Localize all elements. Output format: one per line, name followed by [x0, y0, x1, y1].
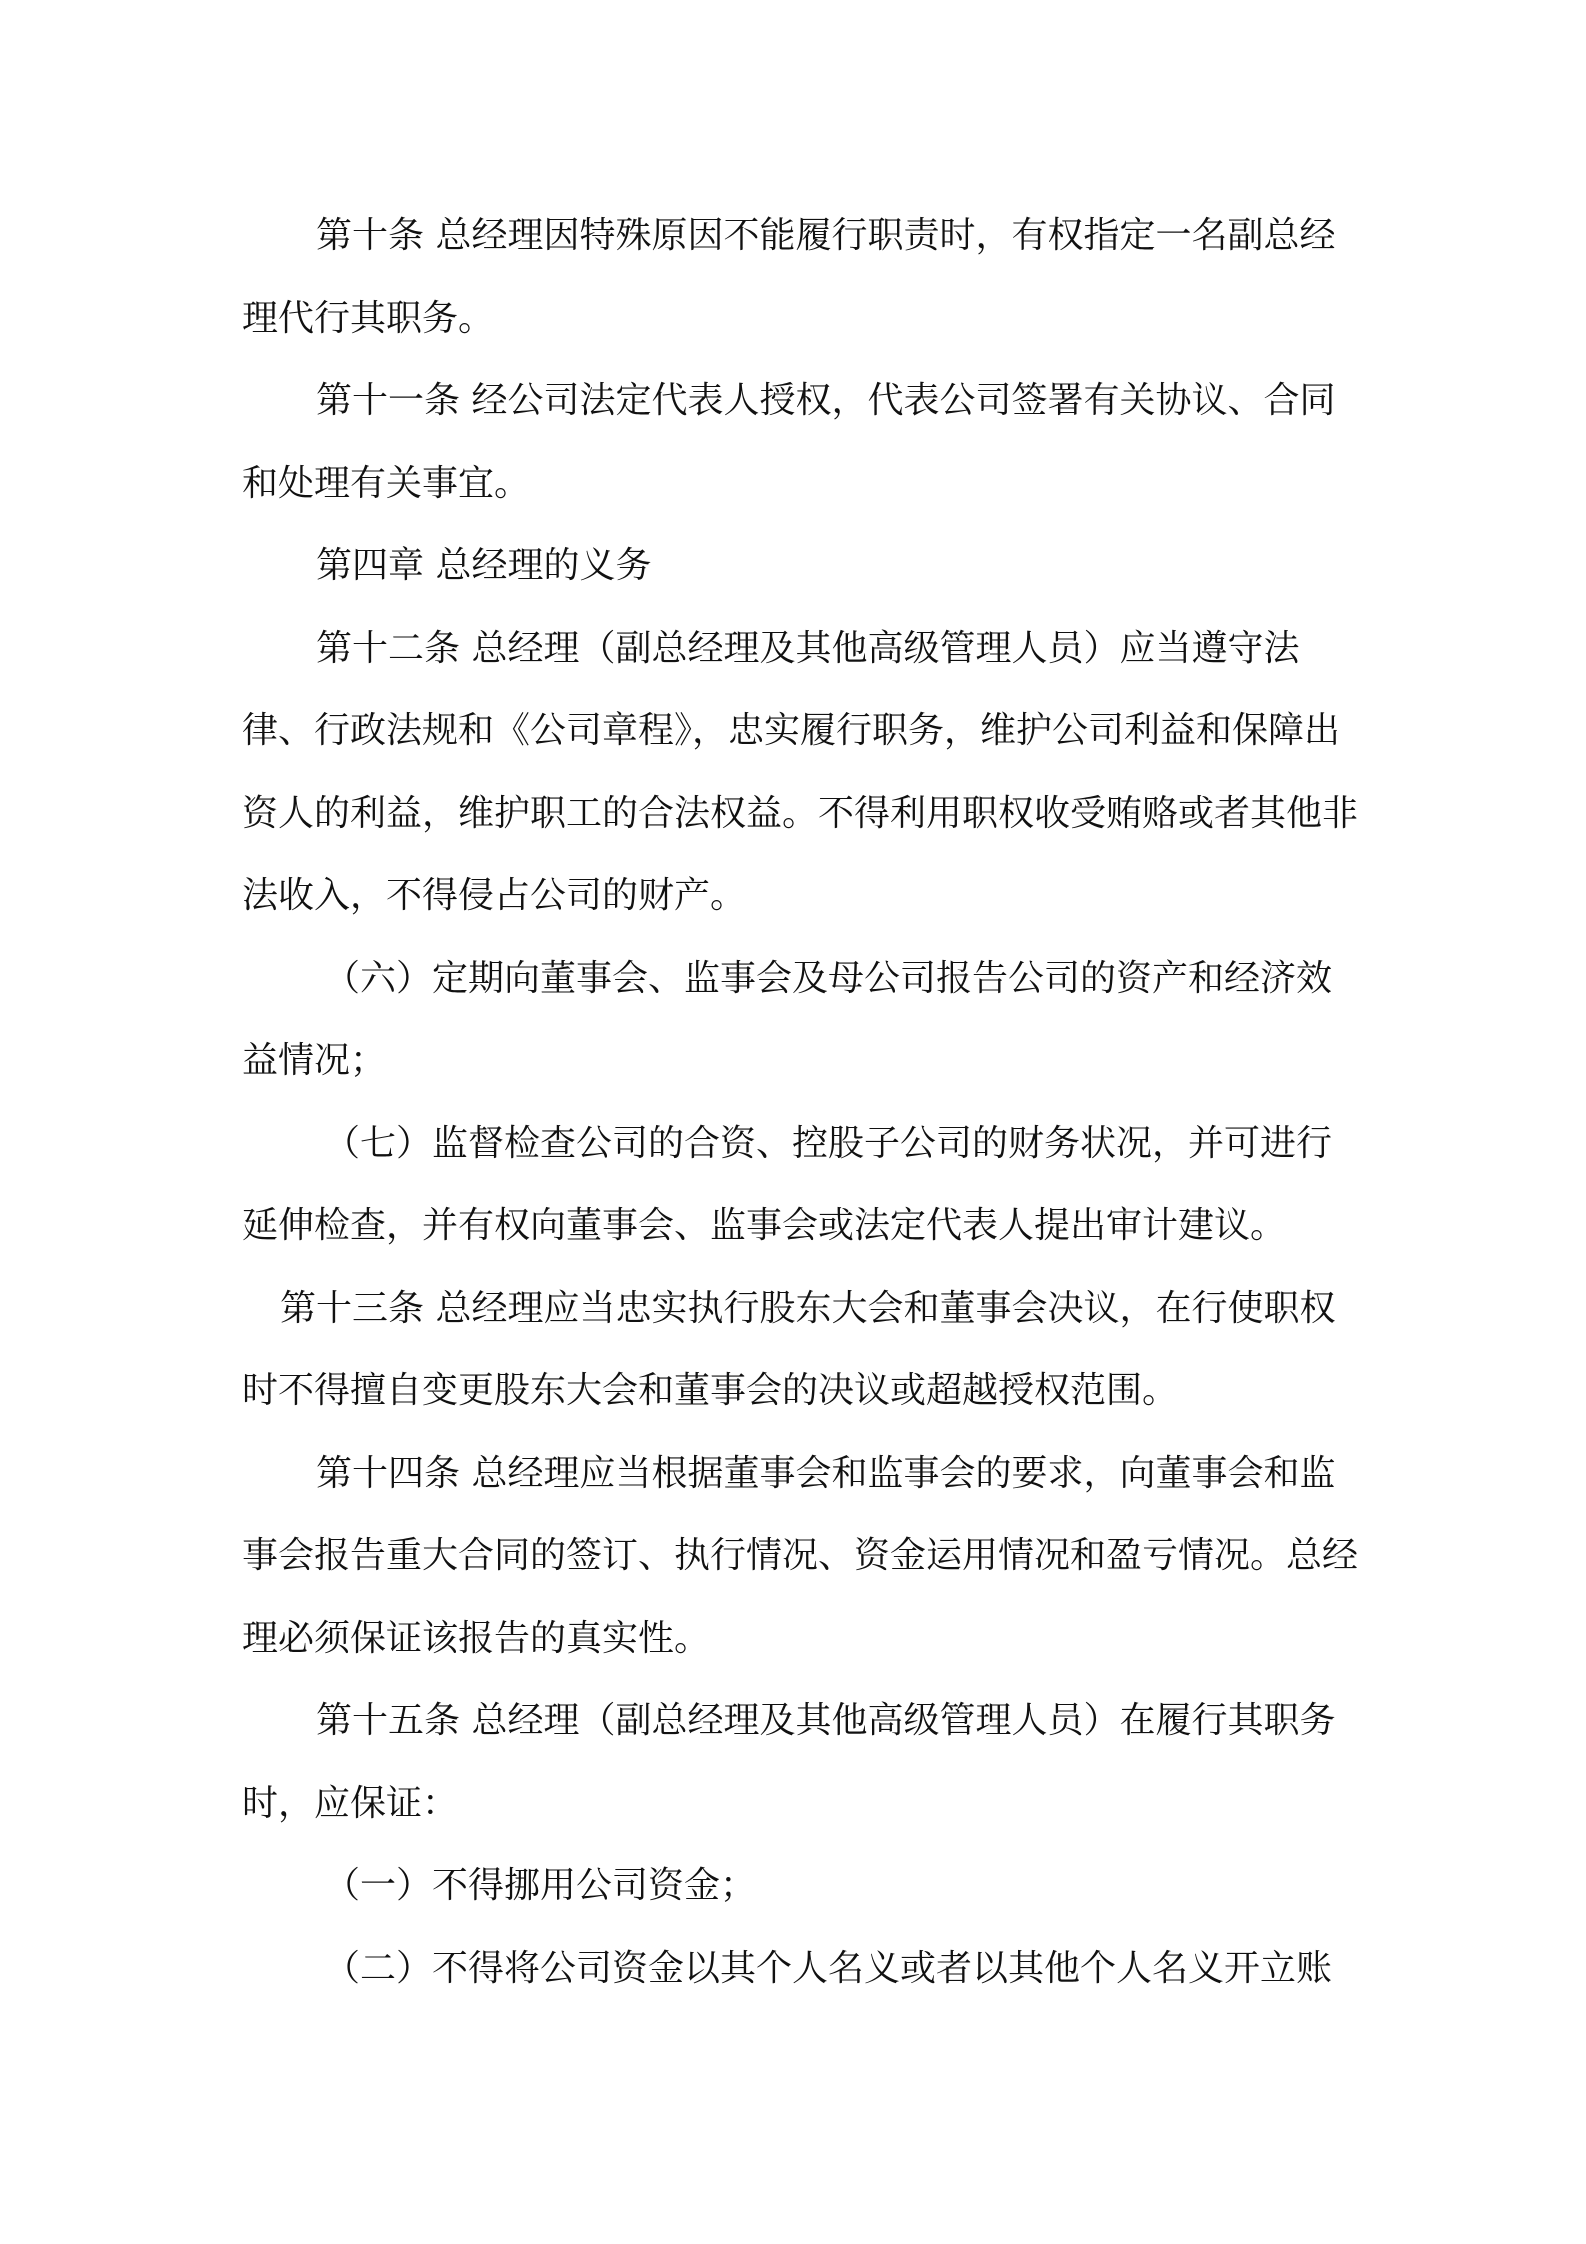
- item-1-paragraph: （一）不得挪用公司资金；: [324, 1865, 757, 1906]
- article-10-paragraph: 第十条 总经理因特殊原因不能履行职责时，有权指定一名副总经理代行其职务。: [242, 215, 1336, 339]
- item-7-paragraph: （七）监督检查公司的合资、控股子公司的财务状况，并可进行延伸检查，并有权向董事会、监事会或法定代表人提出审计建议。: [242, 1122, 1333, 1246]
- article-13-paragraph: 第十三条 总经理应当忠实执行股东大会和董事会决议，在行使职权时不得擅自变更股东大会和董事会的决议或超越授权范围。: [242, 1287, 1336, 1411]
- article-15-paragraph: 第十五条 总经理（副总经理及其他高级管理人员）在履行其职务时，应保证：: [242, 1700, 1336, 1824]
- chapter-4-heading: 第四章 总经理的义务: [316, 545, 652, 586]
- article-14-paragraph: 第十四条 总经理应当根据董事会和监事会的要求，向董事会和监事会报告重大合同的签订、执行情况、资金运用情况和盈亏情况。总经理必须保证该报告的真实性。: [242, 1452, 1359, 1659]
- item-6-paragraph: （六）定期向董事会、监事会及母公司报告公司的资产和经济效益情况；: [242, 957, 1333, 1081]
- item-2-paragraph: （二）不得将公司资金以其个人名义或者以其他个人名义开立账: [324, 1947, 1333, 1989]
- document-body: [242, 195, 1362, 2010]
- article-12-paragraph: 第十二条 总经理（副总经理及其他高级管理人员）应当遵守法律、行政法规和《公司章程》，忠实履行职务，维护公司利益和保障出资人的利益，维护职工的合法权益。不得利用职权收受贿赂或者其他非法收入，不得侵占公司的财产。: [242, 627, 1359, 916]
- article-11-paragraph: 第十一条 经公司法定代表人授权，代表公司签署有关协议、合同和处理有关事宜。: [242, 380, 1336, 504]
